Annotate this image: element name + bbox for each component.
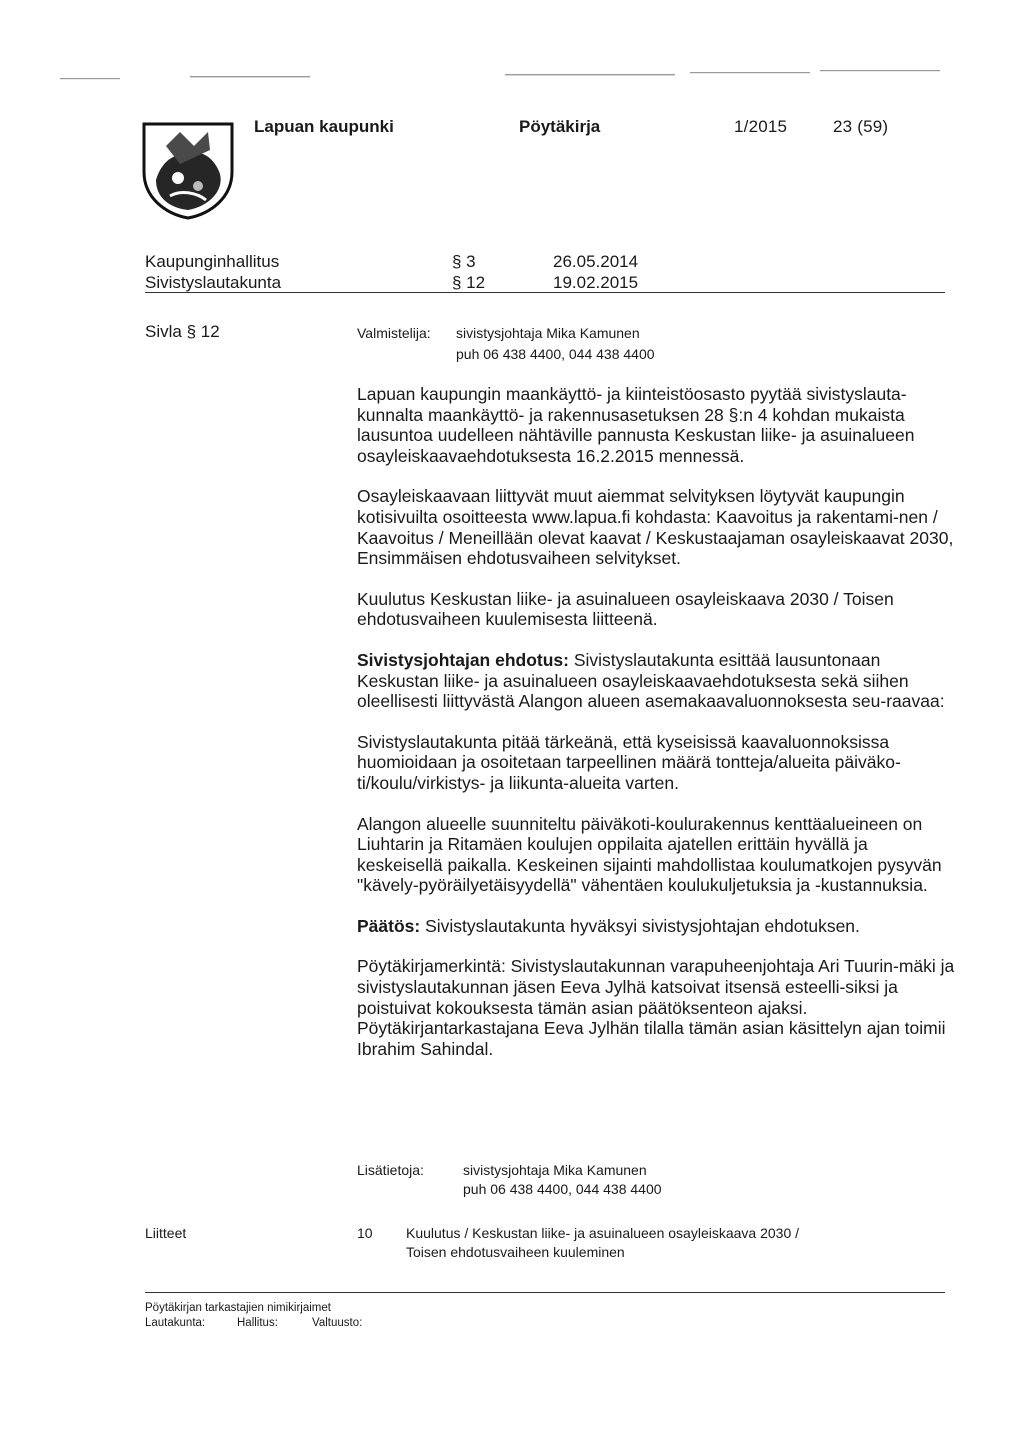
- body-name: Sivistyslautakunta: [145, 273, 282, 292]
- body-name: Kaupunginhallitus: [145, 252, 280, 271]
- government-initials-label: Hallitus:: [237, 1317, 278, 1329]
- footer-divider: [145, 1292, 945, 1293]
- paragraph: Osayleiskaavaan liittyvät muut aiemmat selvityksen löytyvät kaupungin kotisivuilta osoitteesta www.lapua.fi kohdasta: Kaavoitus ja rakentami-nen / Kaavoitus / Meneillään olevat kaavat / Keskustaajaman osayleiskaavat 2030, Ensimmäisen ehdotusvaiheen selvitykset.: [357, 486, 954, 569]
- scan-noise: [40, 58, 1000, 84]
- statement-paragraph: Alangon alueelle suunniteltu päiväkoti-koulurakennus kenttäalueineen on Liuhtarin ja Ritamäen koulujen oppilaita ajatellen erittäin hyvällä ja keskeisellä paikalla. Keskeinen sijainti mahdollistaa koulumatkojen pysyvän "kävely-pyöräilyetäisyydellä" vähentäen koulukuljetuksia ja -kustannuksia.: [357, 813, 942, 896]
- document-type: Pöytäkirja: [519, 117, 601, 136]
- decision-text: Sivistyslautakunta hyväksyi sivistysjohtajan ehdotuksen.: [425, 915, 860, 936]
- initials-title: Pöytäkirjan tarkastajien nimikirjaimet: [145, 1302, 331, 1314]
- proposal-label: Sivistysjohtajan ehdotus:: [357, 649, 569, 670]
- board-initials-label: Lautakunta:: [145, 1317, 206, 1329]
- proposal-paragraph: [357, 650, 957, 712]
- attachments-label: Liitteet: [145, 1225, 187, 1241]
- minutes-note: Pöytäkirjamerkintä: Sivistyslautakunnan varapuheenjohtaja Ari Tuurin-mäki ja sivistyslautakunnan jäsen Eeva Jylhä katsoivat itsensä esteelli-siksi ja poistuivat kokouksesta tämän asian päätöksenteon ajaksi. Pöytäkirjantarkastajana Eeva Jylhän tilalla tämän asian käsittelyn ajan toimii Ibrahim Sahindal.: [357, 956, 955, 1059]
- info-phone: puh 06 438 4400, 044 438 4400: [463, 1181, 662, 1197]
- organization-name: Lapuan kaupunki: [254, 117, 394, 136]
- header-divider: [145, 292, 945, 293]
- council-initials-label: Valtuusto:: [312, 1317, 363, 1329]
- statement-paragraph: Sivistyslautakunta pitää tärkeänä, että kyseisissä kaavaluonnoksissa huomioidaan ja osoitetaan tarpeellinen määrä tontteja/alueita päiväko-ti/koulu/virkistys- ja liikunta-alueita varten.: [357, 731, 901, 793]
- preparer-name: sivistysjohtaja Mika Kamunen: [456, 325, 640, 341]
- decision-label: Päätös:: [357, 915, 421, 936]
- attachment-number: 10: [357, 1225, 373, 1241]
- preparer-label: Valmistelija:: [357, 325, 431, 341]
- document-number: 1/2015: [734, 117, 788, 136]
- meeting-date: 26.05.2014: [553, 252, 639, 271]
- lapua-coat-of-arms-icon: [140, 120, 236, 220]
- proposal-text: Sivistyslautakunta esittää lausuntonaan Keskustan liike- ja asuinalueen osayleiskaavaehdotuksesta sekä siihen oleellisesti liittyvästä Alangon alueen asemakaavaluonnoksesta seu-raavaa:: [357, 649, 945, 712]
- attachment-title: Kuulutus / Keskustan liike- ja asuinalueen osayleiskaava 2030 /: [406, 1225, 800, 1241]
- preparer-phone: puh 06 438 4400, 044 438 4400: [456, 346, 655, 362]
- attachment-title-cont: Toisen ehdotusvaiheen kuuleminen: [406, 1244, 625, 1260]
- info-name: sivistysjohtaja Mika Kamunen: [463, 1162, 647, 1178]
- item-label: Sivla § 12: [145, 322, 220, 341]
- section-number: § 12: [452, 273, 486, 292]
- decision-paragraph: [357, 916, 957, 937]
- paragraph: Kuulutus Keskustan liike- ja asuinalueen osayleiskaava 2030 / Toisen ehdotusvaiheen kuulemisesta liitteenä.: [357, 588, 894, 630]
- section-number: § 3: [452, 252, 476, 271]
- meeting-date: 19.02.2015: [553, 273, 639, 292]
- item-body: [357, 384, 957, 1059]
- info-label: Lisätietoja:: [357, 1162, 424, 1178]
- paragraph: Lapuan kaupungin maankäyttö- ja kiinteistöosasto pyytää sivistyslauta-kunnalta maankäyttö- ja rakennusasetuksen 28 §:n 4 kohdan mukaista lausuntoa uudelleen nähtäville pannusta Keskustan liike- ja asuinalueen osayleiskaavaehdotuksesta 16.2.2015 mennessä.: [357, 384, 915, 466]
- page-indicator: 23 (59): [833, 117, 889, 136]
